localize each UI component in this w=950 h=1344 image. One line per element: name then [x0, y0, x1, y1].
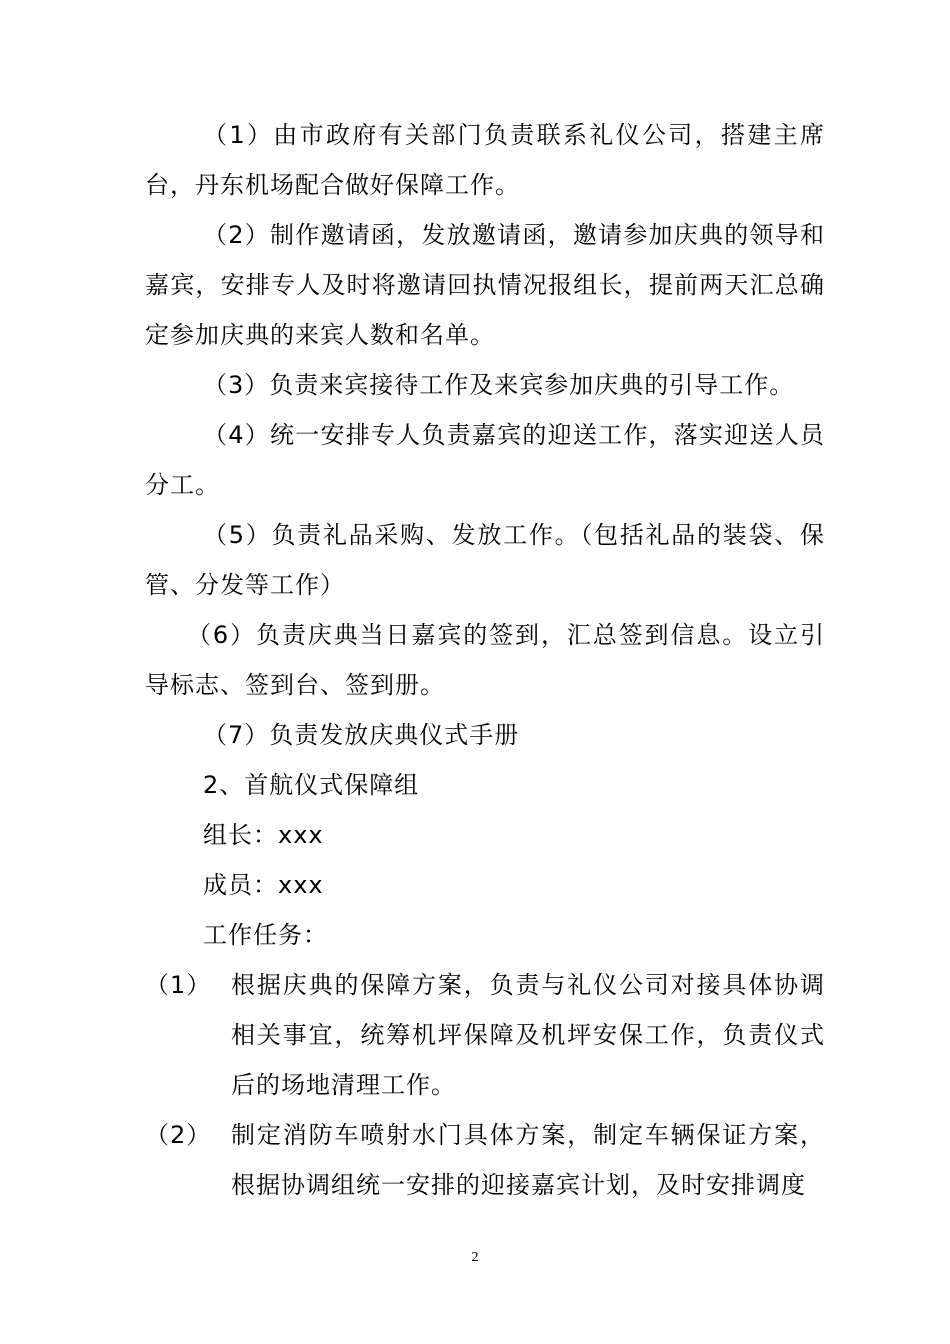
paragraph-item-7: （7）负责发放庆典仪式手册 — [203, 721, 520, 749]
paragraph-item-6: （6）负责庆典当日嘉宾的签到，汇总签到信息。设立引导标志、签到台、签到册。 — [145, 621, 825, 699]
task-item-1 — [145, 960, 825, 1110]
section-title: 2、首航仪式保障组 — [203, 771, 420, 799]
task-number: （2） — [145, 1121, 212, 1149]
task-number: （1） — [145, 971, 212, 999]
document-body — [145, 110, 825, 1210]
task-text: 制定消防车喷射水门具体方案，制定车辆保证方案，根据协调组统一安排的迎接嘉宾计划，及时安排调度 — [231, 1121, 825, 1199]
task-text: 根据庆典的保障方案，负责与礼仪公司对接具体协调相关事宜，统筹机坪保障及机坪安保工作，负责仪式后的场地清理工作。 — [231, 971, 825, 1099]
paragraph-item-2: （2）制作邀请函，发放邀请函，邀请参加庆典的领导和嘉宾，安排专人及时将邀请回执情况报组长，提前两天汇总确定参加庆典的来宾人数和名单。 — [145, 221, 825, 349]
page-number: 2 — [471, 1250, 479, 1265]
paragraph-item-5: （5）负责礼品采购、发放工作。（包括礼品的装袋、保管、分发等工作） — [145, 521, 825, 599]
paragraph-item-4: （4）统一安排专人负责嘉宾的迎送工作，落实迎送人员分工。 — [145, 421, 825, 499]
tasks-label: 工作任务： — [203, 921, 328, 949]
task-item-2 — [145, 1110, 825, 1210]
members-line: 成员：xxx — [203, 871, 324, 899]
paragraph-item-1: （1）由市政府有关部门负责联系礼仪公司，搭建主席台，丹东机场配合做好保障工作。 — [145, 121, 825, 199]
leader-line: 组长：xxx — [203, 821, 324, 849]
paragraph-item-3: （3）负责来宾接待工作及来宾参加庆典的引导工作。 — [203, 371, 795, 399]
